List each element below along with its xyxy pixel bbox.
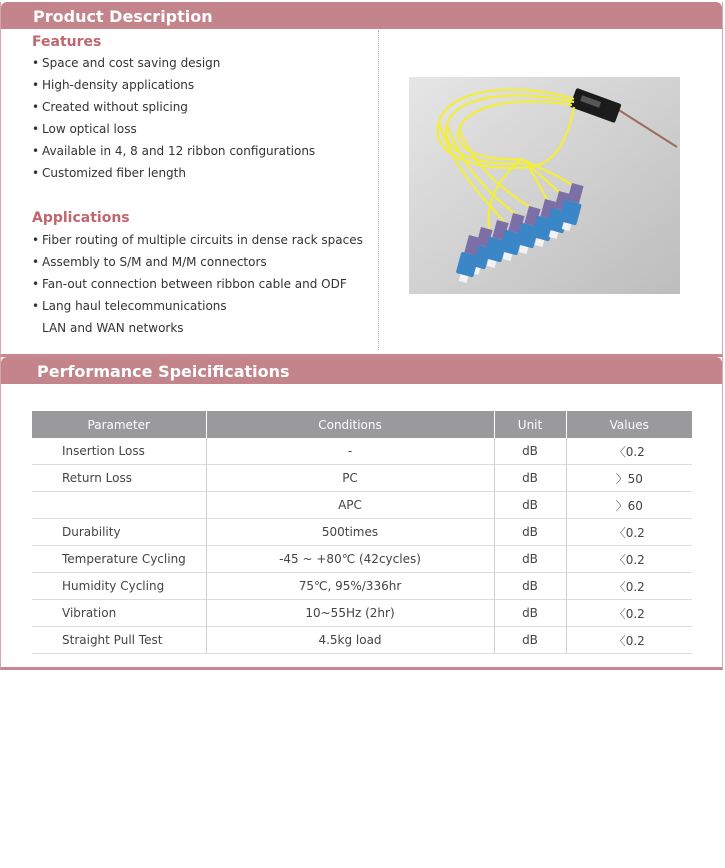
table-cell: dB [494, 465, 566, 492]
table-cell: 500times [206, 519, 494, 546]
list-item: • Fan-out connection between ribbon cable and ODF [32, 277, 347, 291]
table-cell: PC [206, 465, 494, 492]
table-cell: - [206, 438, 494, 465]
table-header-row [32, 411, 692, 438]
list-item: • Fiber routing of multiple circuits in dense rack spaces [32, 233, 363, 247]
list-item: • Created without splicing [32, 100, 188, 114]
table-row [32, 627, 692, 654]
list-item: • High-density applications [32, 78, 195, 92]
performance-header: Performance Speicifications [1, 357, 722, 384]
features-list [32, 52, 315, 184]
table-cell: -45 ~ +80℃ (42cycles) [206, 546, 494, 573]
table-cell: Insertion Loss [32, 438, 206, 465]
product-description-header: Product Description [1, 2, 722, 29]
product-photo [409, 77, 680, 294]
list-item: • Assembly to S/M and M/M connectors [32, 255, 267, 269]
column-header: Conditions [206, 411, 494, 438]
table-cell: dB [494, 438, 566, 465]
table-row [32, 519, 692, 546]
applications-title: Applications [32, 210, 130, 226]
table-cell: dB [494, 546, 566, 573]
table-row [32, 573, 692, 600]
table-row [32, 492, 692, 519]
table-cell: 〉50 [566, 465, 692, 492]
table-cell: dB [494, 600, 566, 627]
table-cell [32, 492, 206, 519]
list-item: • Available in 4, 8 and 12 ribbon configurations [32, 144, 316, 158]
table-cell: 4.5kg load [206, 627, 494, 654]
table-cell: dB [494, 492, 566, 519]
table-cell: 10~55Hz (2hr) [206, 600, 494, 627]
table-cell: dB [494, 573, 566, 600]
table-row [32, 546, 692, 573]
features-title: Features [32, 34, 102, 50]
fiber-fanout-illustration [409, 77, 680, 294]
column-divider [378, 30, 379, 350]
column-header: Parameter [32, 411, 206, 438]
table-cell: dB [494, 627, 566, 654]
table-cell: 〈0.2 [566, 600, 692, 627]
list-item: • Customized fiber length [32, 166, 186, 180]
applications-list [32, 229, 363, 339]
table-cell: Vibration [32, 600, 206, 627]
table-cell: Temperature Cycling [32, 546, 206, 573]
table-cell: APC [206, 492, 494, 519]
table-cell: dB [494, 519, 566, 546]
performance-table [32, 411, 692, 654]
table-cell: Durability [32, 519, 206, 546]
list-item: • Space and cost saving design [32, 56, 221, 70]
table-cell: 〈0.2 [566, 546, 692, 573]
table-cell: 〈0.2 [566, 627, 692, 654]
column-header: Values [566, 411, 692, 438]
table-cell: 〈0.2 [566, 438, 692, 465]
column-header: Unit [494, 411, 566, 438]
table-cell: 75℃, 95%/336hr [206, 573, 494, 600]
table-row [32, 438, 692, 465]
table-cell: 〉60 [566, 492, 692, 519]
table-cell: Humidity Cycling [32, 573, 206, 600]
list-item: • Low optical loss [32, 122, 137, 136]
table-cell: 〈0.2 [566, 573, 692, 600]
list-item-continuation: LAN and WAN networks [42, 321, 184, 335]
table-cell: 〈0.2 [566, 519, 692, 546]
table-row [32, 465, 692, 492]
table-cell: Return Loss [32, 465, 206, 492]
list-item: • Lang haul telecommunications [32, 299, 227, 313]
table-cell: Straight Pull Test [32, 627, 206, 654]
table-row [32, 600, 692, 627]
